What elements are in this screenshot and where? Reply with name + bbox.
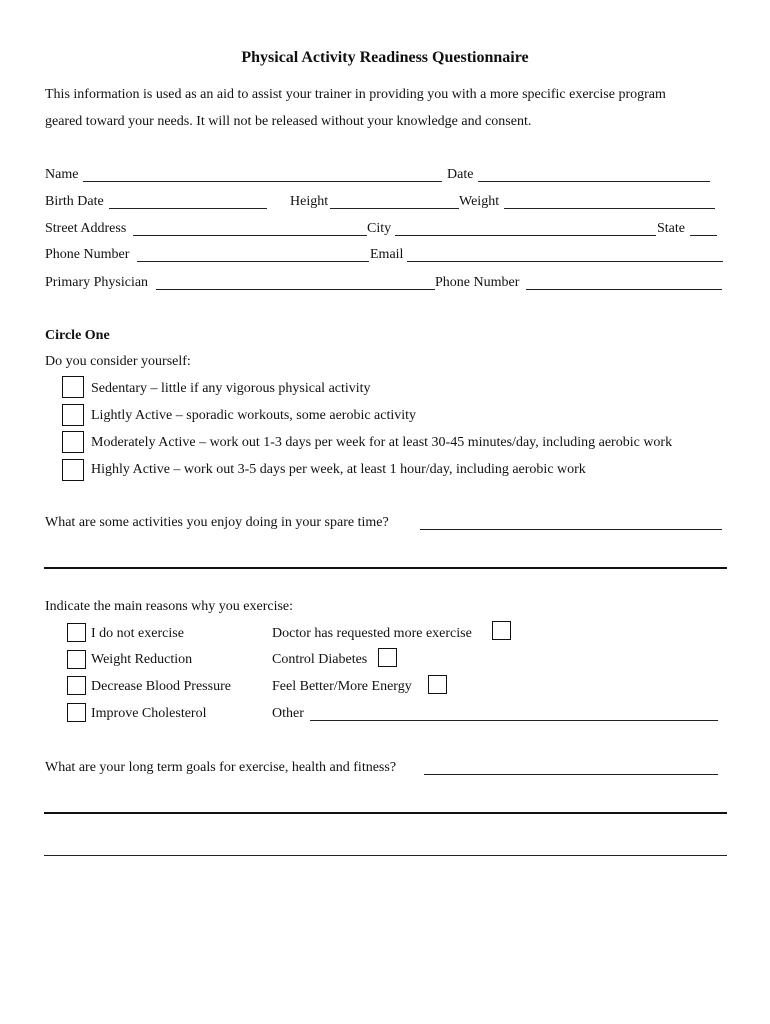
date-field[interactable] [478,181,710,182]
goals-answer-line-1[interactable] [44,812,727,814]
goals-question: What are your long term goals for exercise, health and fitness? [45,760,397,775]
other-option: Other [272,706,304,721]
physician-phone-field[interactable] [526,289,722,290]
city-label: City [367,221,392,236]
primary-physician-label: Primary Physician [45,275,149,290]
cholesterol-checkbox[interactable] [67,703,86,722]
height-label: Height [290,194,329,209]
page-title: Physical Activity Readiness Questionnaire [241,49,529,66]
control-diabetes-checkbox[interactable] [378,648,397,667]
other-field[interactable] [310,720,718,721]
spare-time-answer-line[interactable] [44,567,727,569]
state-field[interactable] [690,235,717,236]
circle-one-heading: Circle One [45,328,110,343]
control-diabetes-option: Control Diabetes [272,652,368,667]
city-field[interactable] [395,235,656,236]
intro-line-1: This information is used as an aid to assist your trainer in providing you with a more specific exercise program [45,87,666,102]
lightly-active-checkbox[interactable] [62,404,84,426]
spare-time-question: What are some activities you enjoy doing in your spare time? [45,515,389,530]
street-address-field[interactable] [133,235,367,236]
weight-field[interactable] [504,208,715,209]
phone-number-field[interactable] [137,261,369,262]
highly-active-option: Highly Active – work out 3-5 days per week, at least 1 hour/day, including aerobic work [91,462,586,477]
goals-answer-line-2[interactable] [44,855,727,856]
sedentary-option: Sedentary – little if any vigorous physical activity [91,381,371,396]
highly-active-checkbox[interactable] [62,459,84,481]
weight-label: Weight [459,194,500,209]
email-label: Email [370,247,404,262]
lightly-active-option: Lightly Active – sporadic workouts, some aerobic activity [91,408,417,423]
birth-date-label: Birth Date [45,194,104,209]
activity-question: Do you consider yourself: [45,354,191,369]
blood-pressure-option: Decrease Blood Pressure [91,679,231,694]
date-label: Date [447,167,474,182]
name-field[interactable] [83,181,442,182]
cholesterol-option: Improve Cholesterol [91,706,207,721]
weight-reduction-option: Weight Reduction [91,652,193,667]
email-field[interactable] [407,261,723,262]
birth-date-field[interactable] [109,208,267,209]
physician-phone-label: Phone Number [435,275,520,290]
reasons-question: Indicate the main reasons why you exercise: [45,599,294,614]
height-field[interactable] [330,208,459,209]
primary-physician-field[interactable] [156,289,435,290]
phone-number-label: Phone Number [45,247,130,262]
feel-better-checkbox[interactable] [428,675,447,694]
name-label: Name [45,167,79,182]
no-exercise-option: I do not exercise [91,626,184,641]
sedentary-checkbox[interactable] [62,376,84,398]
intro-line-2: geared toward your needs. It will not be released without your knowledge and consent. [45,114,532,129]
no-exercise-checkbox[interactable] [67,623,86,642]
spare-time-field[interactable] [420,529,722,530]
moderately-active-checkbox[interactable] [62,431,84,453]
blood-pressure-checkbox[interactable] [67,676,86,695]
doctor-request-checkbox[interactable] [492,621,511,640]
moderately-active-option: Moderately Active – work out 1-3 days per week for at least 30-45 minutes/day, including aerobic work [91,435,673,450]
street-address-label: Street Address [45,221,127,236]
feel-better-option: Feel Better/More Energy [272,679,412,694]
doctor-request-option: Doctor has requested more exercise [272,626,472,641]
state-label: State [657,221,685,236]
weight-reduction-checkbox[interactable] [67,650,86,669]
goals-field[interactable] [424,774,718,775]
